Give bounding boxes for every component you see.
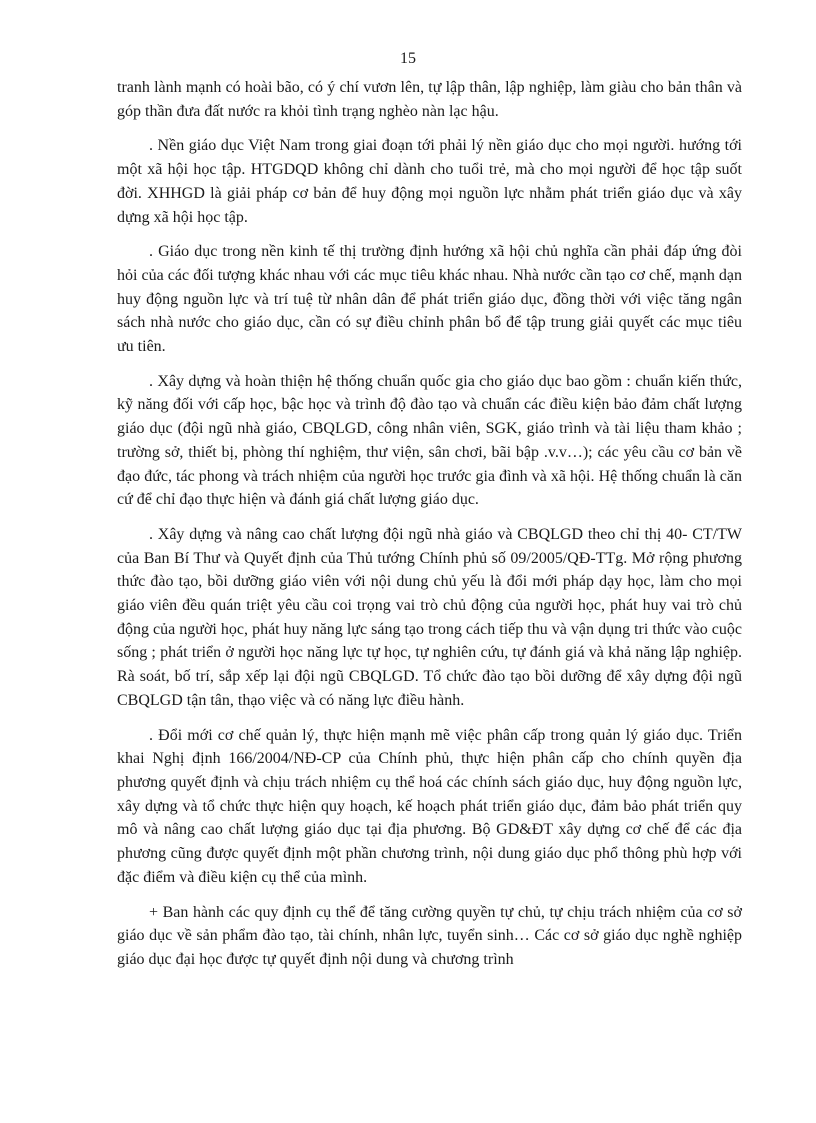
document-body [117, 76, 742, 983]
page-number: 15 [400, 50, 416, 67]
paragraph-management-reform: . Đổi mới cơ chế quản lý, thực hiện mạnh mẽ việc phân cấp trong quản lý giáo dục. Triển khai Nghị định 166/2004/NĐ-CP của Chính phủ, thực hiện phân cấp cho chính quyền địa phương quyết định và chịu trách nhiệm cụ thể hoá các chính sách giáo dục, huy động nguồn lực, xây dựng và tổ chức thực hiện quy hoạch, kế hoạch phát triển giáo dục, đảm bảo phát triển quy mô và nâng cao chất lượng giáo dục tại địa phương. Bộ GD&ĐT xây dựng cơ chế để các địa phương cũng được quyết định một phần chương trình, nội dung giáo dục phổ thông phù hợp với đặc điểm và điều kiện cụ thể của mình. [117, 726, 742, 886]
paragraph-market-economy: . Giáo dục trong nền kinh tế thị trường định hướng xã hội chủ nghĩa cần phải đáp ứng đòi hỏi của các đối tượng khác nhau với các mục tiêu khác nhau. Nhà nước cần tạo cơ chế, mạnh dạn huy động nguồn lực và trí tuệ từ nhân dân để phát triển giáo dục, đồng thời với việc tăng ngân sách nhà nước cho giáo dục, cần có sự điều chỉnh phân bổ để tập trung giải quyết các mục tiêu ưu tiên. [117, 243, 742, 356]
paragraph-lifelong-education: . Nền giáo dục Việt Nam trong giai đoạn tới phải lý nền giáo dục cho mọi người. hướng tới một xã hội học tập. HTGDQD không chỉ dành cho tuổi trẻ, mà cho mọi người để học tập suốt đời. XHHGD là giải pháp cơ bản để huy động mọi nguồn lực nhằm phát triển giáo dục và xây dựng xã hội học tập. [117, 137, 742, 226]
paragraph-autonomy: + Ban hành các quy định cụ thể để tăng cường quyền tự chủ, tự chịu trách nhiệm của cơ sở giáo dục về sản phẩm đào tạo, tài chính, nhân lực, tuyển sinh… Các cơ sở giáo dục nghề nghiệp giáo dục đại học được tự quyết định nội dung và chương trình [117, 903, 742, 968]
paragraph-national-standards: . Xây dựng và hoàn thiện hệ thống chuẩn quốc gia cho giáo dục bao gồm : chuẩn kiến thức, kỹ năng đối với cấp học, bậc học và trình độ đào tạo và chuẩn các điều kiện bảo đảm chất lượng giáo dục (đội ngũ nhà giáo, CBQLGD, công nhân viên, SGK, giáo trình và tài liệu tham khảo ; trường sở, thiết bị, phòng thí nghiệm, thư viện, sân chơi, bãi bập .v.v…); các yêu cầu cơ bản về đạo đức, tác phong và trách nhiệm của người học trước gia đình và xã hội. Hệ thống chuẩn là căn cứ để chỉ đạo thực hiện và đánh giá chất lượng giáo dục. [117, 372, 742, 509]
paragraph-teacher-quality: . Xây dựng và nâng cao chất lượng đội ngũ nhà giáo và CBQLGD theo chỉ thị 40- CT/TW của Ban Bí Thư và Quyết định của Thủ tướng Chính phủ số 09/2005/QĐ-TTg. Mở rộng phương thức đào tạo, bồi dưỡng giáo viên với nội dung chủ yếu là đổi mới pháp dạy học, làm cho mọi giáo viên đều quán triệt yêu cầu coi trọng vai trò chủ động của người học, phát huy vai trò chủ động của người học, phát huy năng lực sáng tạo trong cách tiếp thu và vận dụng tri thức vào cuộc sống ; phát triển ở người học năng lực tự học, tự nghiên cứu, tự đánh giá và khả năng lập nghiệp. Rà soát, bố trí, sắp xếp lại đội ngũ CBQLGD. Tổ chức đào tạo bồi dưỡng để xây dựng đội ngũ CBQLGD tận tân, thạo việc và có năng lực điều hành. [117, 525, 742, 709]
paragraph-continuation: tranh lành mạnh có hoài bão, có ý chí vươn lên, tự lập thân, lập nghiệp, làm giàu cho bản thân và góp thần đưa đất nước ra khỏi tình trạng nghèo nàn lạc hậu. [117, 79, 742, 120]
